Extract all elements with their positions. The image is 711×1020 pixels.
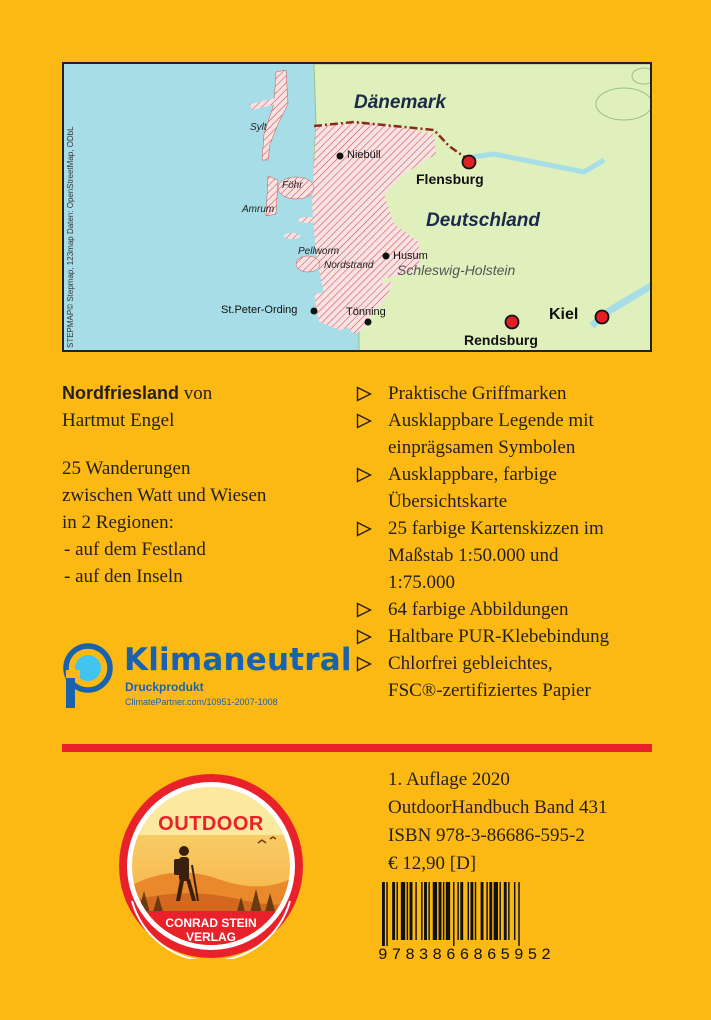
badge-line2: VERLAG	[185, 930, 236, 944]
triangle-bullet-icon	[356, 467, 372, 483]
label-kiel: Kiel	[549, 306, 579, 323]
label-rendsburg: Rendsburg	[464, 332, 538, 348]
label-daenemark: Dänemark	[354, 92, 446, 113]
klimaneutral-url: ClimatePartner.com/10951-2007-1008	[125, 697, 278, 707]
feature-line: 64 farbige Abbildungen	[388, 599, 569, 620]
red-divider	[62, 744, 652, 752]
barcode-bar	[446, 882, 450, 940]
feature-line: Chlorfrei gebleichtes,	[388, 653, 553, 674]
feature-item	[354, 596, 684, 623]
barcode-bar	[457, 882, 458, 940]
barcode-bar	[443, 882, 444, 940]
label-amrum: Amrum	[242, 204, 275, 215]
barcode-bar	[514, 882, 515, 940]
barcode-bar	[494, 882, 498, 940]
edition-series: OutdoorHandbuch Band 431	[388, 797, 608, 818]
feature-list	[354, 380, 684, 704]
description-line: - auf dem Festland	[64, 539, 206, 560]
barcode-bar	[386, 882, 387, 946]
book-description	[62, 455, 332, 590]
barcode-bar	[407, 882, 408, 940]
feature-item	[354, 380, 684, 407]
klimaneutral-sub: Druckprodukt	[125, 680, 204, 694]
feature-line: Praktische Griffmarken	[388, 383, 567, 404]
city-marker-husum	[383, 253, 390, 260]
feature-item	[354, 461, 684, 515]
book-author: Hartmut Engel	[62, 410, 175, 431]
triangle-bullet-icon	[356, 656, 372, 672]
badge-top-text: OUTDOOR	[158, 813, 264, 835]
city-marker-niebuell	[337, 153, 344, 160]
feature-item	[354, 515, 684, 596]
barcode-bar	[433, 882, 437, 940]
barcode-bars	[378, 882, 584, 946]
book-title-suffix: von	[183, 383, 213, 404]
klimaneutral-logo	[62, 640, 352, 712]
feature-line: Maßstab 1:50.000 und	[388, 545, 559, 566]
barcode-bar	[504, 882, 507, 940]
barcode-bar	[499, 882, 500, 940]
klimaneutral-word: Klimaneutral	[124, 642, 352, 678]
label-nordstrand: Nordstrand	[324, 260, 374, 271]
barcode-bar	[489, 882, 492, 940]
barcode-bar	[415, 882, 416, 940]
barcode-bar	[421, 882, 422, 940]
barcode-bar	[428, 882, 429, 940]
label-foehr: Föhr	[282, 180, 303, 191]
label-husum: Husum	[393, 250, 428, 262]
edition-info	[388, 766, 658, 878]
description-line: 25 Wanderungen	[62, 458, 191, 479]
city-marker-toenning	[365, 319, 372, 326]
book-title-block	[62, 380, 332, 434]
barcode-bar	[382, 882, 385, 946]
feature-line: einprägsamen Symbolen	[388, 437, 576, 458]
barcode-digits: 9783866865952	[378, 946, 555, 964]
triangle-bullet-icon	[356, 413, 372, 429]
label-schleswig-holstein: Schleswig-Holstein	[397, 262, 516, 278]
feature-line: Übersichtskarte	[388, 491, 508, 512]
triangle-bullet-icon	[356, 629, 372, 645]
barcode-bar	[410, 882, 413, 940]
label-pellworm: Pellworm	[298, 246, 340, 257]
barcode	[378, 882, 584, 966]
barcode-bar	[486, 882, 487, 940]
barcode-bar	[439, 882, 442, 940]
description-line: in 2 Regionen:	[62, 512, 174, 533]
barcode-bar	[470, 882, 473, 940]
barcode-bar	[518, 882, 519, 946]
island-sylt	[262, 70, 288, 160]
triangle-bullet-icon	[356, 602, 372, 618]
feature-item	[354, 407, 684, 461]
badge-line1: CONRAD STEIN	[165, 916, 257, 930]
label-st-peter-ording: St.Peter-Ording	[221, 304, 298, 316]
feature-line: Haltbare PUR-Klebebindung	[388, 626, 610, 647]
feature-item	[354, 623, 684, 650]
island-pellworm	[296, 256, 320, 272]
barcode-bar	[392, 882, 395, 940]
barcode-bar	[401, 882, 405, 940]
publisher-logo	[118, 773, 304, 959]
barcode-bar	[424, 882, 427, 940]
triangle-bullet-icon	[356, 521, 372, 537]
label-flensburg: Flensburg	[416, 171, 484, 187]
city-marker-kiel	[596, 311, 609, 324]
barcode-bar	[468, 882, 469, 940]
city-marker-rendsburg	[506, 316, 519, 329]
feature-line: 1:75.000	[388, 572, 456, 593]
badge-publisher-text	[118, 916, 304, 944]
barcode-bar	[481, 882, 484, 940]
overview-map	[62, 62, 652, 352]
book-title: Nordfriesland	[62, 383, 180, 403]
label-toenning: Tönning	[346, 306, 386, 318]
edition-auflage: 1. Auflage 2020	[388, 769, 510, 790]
barcode-bar	[508, 882, 509, 940]
label-deutschland: Deutschland	[426, 210, 541, 231]
feature-line: 25 farbige Kartenskizzen im	[388, 518, 604, 539]
feature-line: FSC®-zertifiziertes Papier	[388, 680, 591, 701]
climate-partner-icon	[62, 642, 118, 708]
triangle-bullet-icon	[356, 386, 372, 402]
barcode-bar	[460, 882, 463, 940]
feature-line: Ausklappbare, farbige	[388, 464, 557, 485]
description-line: - auf den Inseln	[64, 566, 183, 587]
feature-line: Ausklappbare Legende mit	[388, 410, 594, 431]
map-credit: STEPMAP© Stepmap, 123map Daten: OpenStreetMap, ODbL	[66, 126, 75, 348]
barcode-bar	[453, 882, 454, 946]
barcode-bar	[475, 882, 476, 940]
edition-price: € 12,90 [D]	[388, 853, 477, 874]
city-marker-flensburg	[463, 156, 476, 169]
city-marker-stpeter	[311, 308, 318, 315]
label-sylt: Sylt	[250, 122, 267, 133]
feature-item	[354, 650, 684, 704]
barcode-bar	[397, 882, 398, 940]
edition-isbn: ISBN 978-3-86686-595-2	[388, 825, 585, 846]
description-line: zwischen Watt und Wiesen	[62, 485, 267, 506]
label-niebuell: Niebüll	[347, 149, 381, 161]
